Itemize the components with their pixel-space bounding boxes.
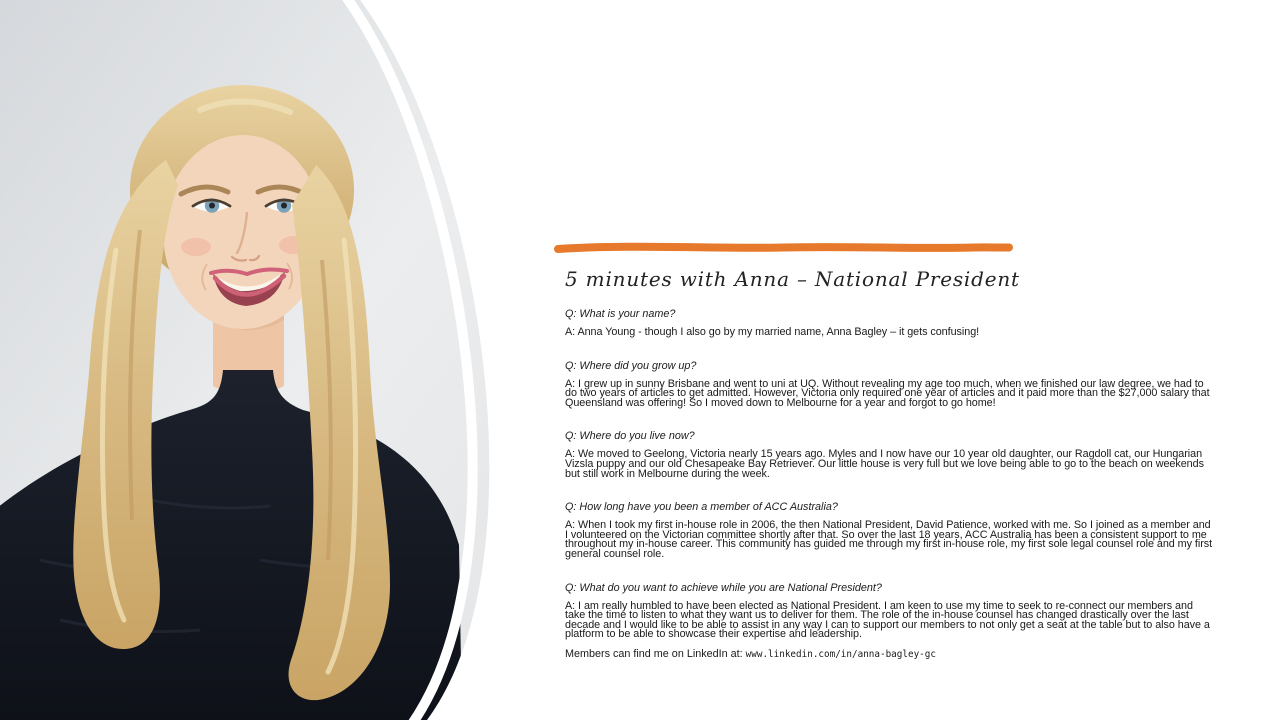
portrait-photo	[0, 0, 520, 720]
qa-item	[565, 501, 1213, 559]
qa-list	[565, 308, 1213, 640]
answer-text: A: I grew up in sunny Brisbane and went to uni at UQ. Without revealing my age too much, when we finished our law degree, we had to do two years of articles to get admitted. However, Victoria only required one year of articles and it paid more than the $27,000 salary that Queensland was offering! So I moved down to Melbourne for a year and forgot to go home!	[565, 377, 1210, 409]
question-text: Q: What do you want to achieve while you are National President?	[565, 581, 882, 594]
left-pupil	[209, 203, 215, 209]
answer-text: A: We moved to Geelong, Victoria nearly 15 years ago. Myles and I now have our 10 year old daughter, our Ragdoll cat, our Hungarian Vizsla puppy and our old Chesapeake Bay Retriever. Our little house is very full but we love being able to go to the beach on weekends but still work in Melbourne during the week.	[565, 448, 1204, 480]
qa-item	[565, 430, 1213, 479]
question-text: Q: How long have you been a member of ACC Australia?	[565, 501, 838, 514]
qa-item	[565, 308, 1213, 338]
answer-text: A: Anna Young - though I also go by my married name, Anna Bagley – it gets confusing!	[565, 326, 980, 338]
portrait-illustration	[0, 0, 520, 720]
answer-text: A: When I took my first in-house role in 2006, the then National President, David Patience, worked with me. So I joined as a member and I volunteered on the Victorian committee shortly after that. So over the last 18 years, ACC Australia has been a consistent support to me throughout my in-house career. This community has guided me through my first in-house role, my first sole legal counsel role and my first general counsel role.	[565, 519, 1213, 560]
linkedin-line	[565, 648, 1215, 661]
content-panel	[553, 240, 1215, 661]
qa-item	[565, 360, 1213, 409]
question-text: Q: What is your name?	[565, 308, 676, 320]
orange-brush-divider	[553, 240, 1015, 256]
qa-item	[565, 582, 1213, 640]
question-text: Q: Where did you grow up?	[565, 359, 697, 372]
answer-text: A: I am really humbled to have been elected as National President. I am keen to use my time to seek to re-connect our members and take the time to listen to what they want us to deliver for them. The role of the in-house counsel has changed drastically over the last decade and I would like to be able to assist in any way I can to support our members to not only get a seat at the table but to also have a platform to be able to showcase their expertise and leadership.	[565, 599, 1210, 641]
blush-left	[181, 238, 211, 256]
page-title: 5 minutes with Anna – National President	[565, 267, 1020, 291]
linkedin-url[interactable]: www.linkedin.com/in/anna-bagley-gc	[745, 648, 936, 660]
linkedin-label: Members can find me on LinkedIn at:	[565, 647, 746, 660]
question-text: Q: Where do you live now?	[565, 430, 695, 443]
right-pupil	[281, 203, 287, 209]
brush-stroke	[558, 247, 1009, 249]
